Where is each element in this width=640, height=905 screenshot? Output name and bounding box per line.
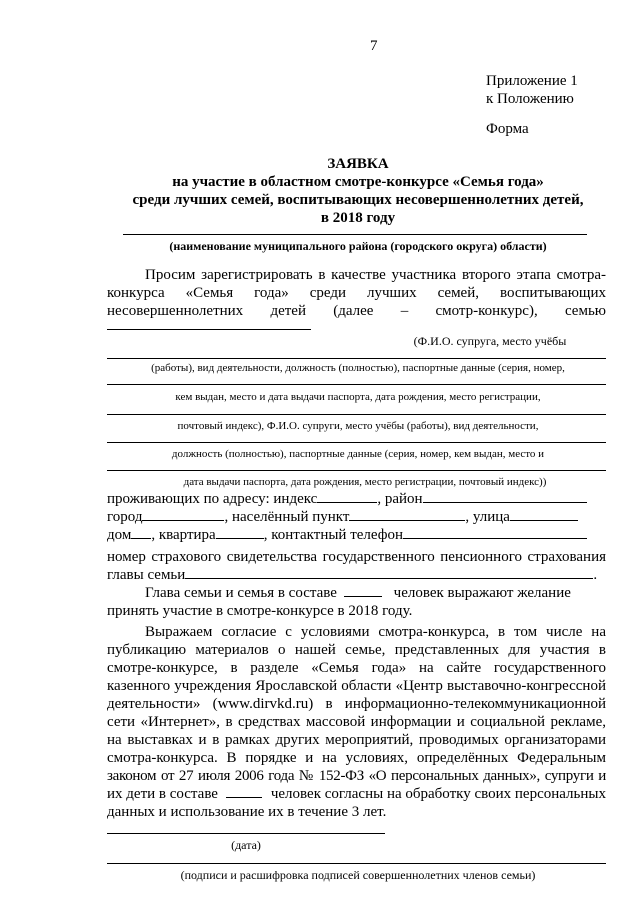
family-label-b: человек выражают желание [393, 585, 571, 601]
family-count-field[interactable] [344, 584, 382, 597]
signature-line[interactable] [107, 863, 606, 864]
district-label: , район [377, 491, 423, 507]
spouse-line-2 [107, 384, 606, 385]
consent-line-11: данных и использование их в течение 3 лет. [107, 804, 387, 820]
city-field[interactable] [142, 508, 224, 521]
street-field[interactable] [510, 508, 578, 521]
intro-line-1: Просим зарегистрировать в качестве участника второго этапа смотра- [145, 267, 606, 283]
consent-line-10 [107, 785, 606, 803]
insurance-field[interactable] [185, 566, 593, 579]
signature-caption: (подписи и расшифровка подписей совершеннолетних членов семьи) [180, 868, 536, 882]
district-caption: (наименование муниципального района (городского округа) области) [169, 239, 547, 253]
phone-field[interactable] [403, 526, 587, 539]
consent-line-5: деятельности» (www.dirvkd.ru) в информационно-телекоммуникационной [107, 696, 606, 712]
consent-line-3: смотре-конкурсе, в разделе «Семья года» на сайте государственного [107, 660, 606, 676]
address-label: проживающих по адресу: индекс [107, 491, 318, 507]
insurance-label: главы семьи [107, 567, 186, 583]
family-line-1 [145, 584, 571, 602]
consent-line-7: на выставках и в рамках других мероприятий, проводимых организаторами [107, 732, 606, 748]
settlement-field[interactable] [349, 508, 465, 521]
children-count-field[interactable] [226, 785, 262, 798]
caption-4: почтовый индекс), Ф.И.О. супруги, место учёбы (работы), вид деятельности, [177, 420, 539, 432]
spouse-line-5 [107, 470, 606, 471]
address-line-3 [107, 526, 587, 544]
caption-6: дата выдачи паспорта, дата рождения, место регистрации, почтовый индекс)) [183, 476, 547, 488]
district-field[interactable] [423, 490, 587, 503]
form-label: Форма [486, 121, 529, 137]
family-blank-line [107, 329, 311, 330]
date-line[interactable] [107, 833, 385, 834]
index-field[interactable] [317, 490, 377, 503]
appendix-label: Приложение 1 [486, 73, 578, 89]
address-line-1 [107, 490, 587, 508]
doc-subtitle-2: среди лучших семей, воспитывающих несовершеннолетних детей, [132, 192, 584, 208]
doc-subtitle-3: в 2018 году [320, 210, 396, 226]
consent-line-4: казенного учреждения Ярославской области «Центр выставочно-конгрессной [107, 678, 606, 694]
consent-line-2: публикацию материалов о нашей семье, представленных для участия в [107, 642, 606, 658]
street-label: , улица [465, 509, 510, 525]
spouse-line-1 [107, 358, 606, 359]
caption-3: кем выдан, место и дата выдачи паспорта, дата рождения, место регистрации, [175, 391, 541, 403]
doc-subtitle-1: на участие в областном смотре-конкурсе «Семья года» [172, 174, 544, 190]
settlement-label: , населённый пункт [224, 509, 350, 525]
family-line-2: принять участие в смотре-конкурсе в 2018 году. [107, 603, 413, 619]
house-field[interactable] [131, 526, 151, 539]
insurance-line-1: номер страхового свидетельства государственного пенсионного страхования [107, 549, 606, 565]
consent-line-1: Выражаем согласие с условиями смотра-конкурса, в том числе на [145, 624, 606, 640]
house-label: дом [107, 527, 132, 543]
date-caption: (дата) [231, 838, 261, 852]
intro-line-3: несовершеннолетних детей (далее – смотр-конкурс), семью [107, 303, 606, 319]
page-number: 7 [370, 38, 378, 54]
consent-label-a: их дети в составе [107, 786, 218, 802]
district-line [123, 234, 587, 235]
consent-label-b: человек согласны на обработку своих персональных [270, 786, 606, 802]
address-line-2 [107, 508, 578, 526]
city-label: город [107, 509, 143, 525]
consent-line-8: смотра-конкурса. В порядке и на условиях, определённых Федеральным [107, 750, 606, 766]
intro-line-2: конкурса «Семья года» среди лучших семей, воспитывающих [107, 285, 606, 301]
caption-2: (работы), вид деятельности, должность (полностью), паспортные данные (серия, номер, [151, 362, 565, 374]
caption-5: должность (полностью), паспортные данные (серия, номер, кем выдан, место и [171, 448, 545, 460]
flat-field[interactable] [216, 526, 264, 539]
consent-line-6: сети «Интернет», в средствах массовой информации и социальной рекламе, [107, 714, 606, 730]
family-label-a: Глава семьи и семья в составе [145, 585, 337, 601]
appendix-ref: к Положению [486, 91, 574, 107]
flat-label: , квартира [151, 527, 216, 543]
spouse-line-3 [107, 414, 606, 415]
doc-title: ЗАЯВКА [327, 156, 389, 172]
insurance-line-2: главы семьи . [107, 567, 598, 583]
consent-line-9: законом от 27 июля 2006 года № 152-ФЗ «О персональных данных», супруги и [107, 768, 606, 784]
caption-1: (Ф.И.О. супруга, место учёбы [413, 334, 567, 348]
spouse-line-4 [107, 442, 606, 443]
phone-label: , контактный телефон [263, 527, 403, 543]
